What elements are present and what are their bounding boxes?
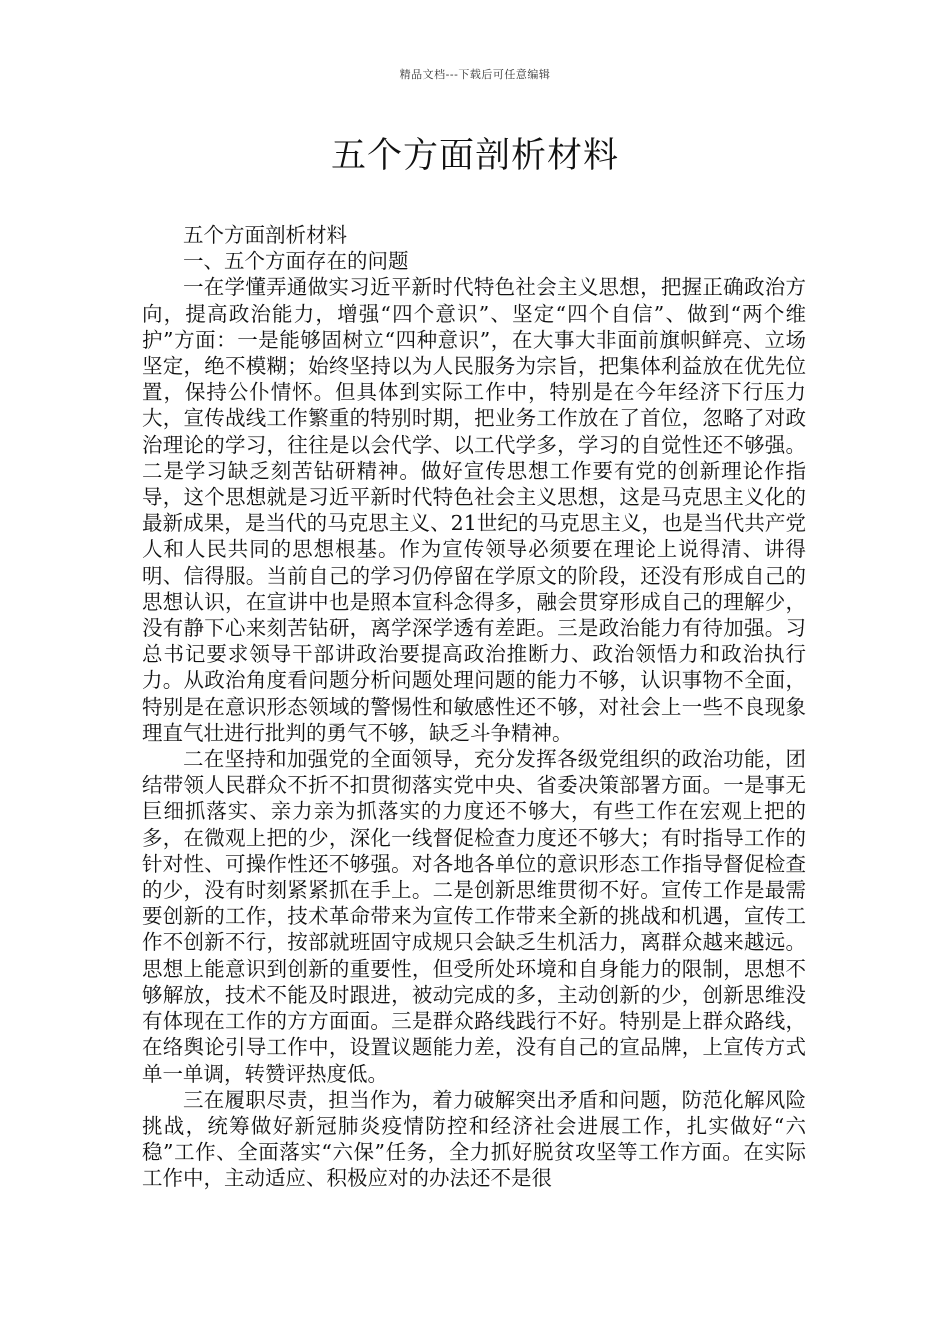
paragraph-subtitle: 五个方面剖析材料 xyxy=(183,223,347,247)
paragraph-point-two: 二在坚持和加强党的全面领导，充分发挥各级党组织的政治功能，团结带领人民群众不折不扣贯彻落实党中央、省委决策部署方面。一是事无巨细抓落实、亲力亲为抓落实的力度还不够大，有些工作在宏观上把的多，在微观上把的少，深化一线督促检查力度还不够大；有时指导工作的针对性、可操作性还不够强。对各地各单位的意识形态工作指导督促检查的少，没有时刻紧紧抓在手上。二是创新思维贯彻不好。宣传工作是最需要创新的工作，技术革命带来为宣传工作带来全新的挑战和机遇，宣传工作不创新不行，按部就班固守成规只会缺乏生机活力，离群众越来越远。思想上能意识到创新的重要性，但受所处环境和自身能力的限制，思想不够解放，技术不能及时跟进，被动完成的多，主动创新的少，创新思维没有体现在工作的方方面面。三是群众路线践行不好。特别是上群众路线，在络舆论引导工作中，设置议题能力差，没有自己的宣品牌，上宣传方式单一单调，转赞评热度低。 xyxy=(142,747,806,1086)
document-title: 五个方面剖析材料 xyxy=(330,136,619,176)
paragraph-point-one: 一在学懂弄通做实习近平新时代特色社会主义思想，把握正确政治方向，提高政治能力，增强“四个意识”、坚定“四个自信”、做到“两个维护”方面：一是能够固树立“四种意识”，在大事大非面前旗帜鲜亮、立场坚定，绝不模糊；始终坚持以为人民服务为宗旨，把集体利益放在优先位置，保持公仆情怀。但具体到实际工作中，特别是在今年经济下行压力大，宣传战线工作繁重的特别时期，把业务工作放在了首位，忽略了对政治理论的学习，往往是以会代学、以工代学多，学习的自觉性还不够强。二是学习缺乏刻苦钻研精神。做好宣传思想工作要有党的创新理论作指导，这个思想就是习近平新时代特色社会主义思想，这是马克思主义化的最新成果，是当代的马克思主义、21世纪的马克思主义，也是当代共产党人和人民共同的思想根基。作为宣传领导必须要在理论上说得清、讲得明、信得服。当前自己的学习仍停留在学原文的阶段，还没有形成自己的思想认识，在宣讲中也是照本宣科念得多，融会贯穿形成自己的理解少，没有静下心来刻苦钻研，离学深学透有差距。三是政治能力有待加强。习总书记要求领导干部讲政治要提高政治推断力、政治领悟力和政治执行力。从政治角度看问题分析问题处理问题的能力不够，认识事物不全面，特别是在意识形态领域的警惕性和敏感性还不够，对社会上一些不良现象理直气壮进行批判的勇气不够，缺乏斗争精神。 xyxy=(142,275,806,745)
paragraph-section-heading: 一、五个方面存在的问题 xyxy=(183,249,409,274)
document-body xyxy=(142,222,806,1192)
header-note: 精品文档---下载后可任意编辑 xyxy=(399,68,551,81)
paragraph-point-three: 三在履职尽责，担当作为，着力破解突出矛盾和问题，防范化解风险挑战，统筹做好新冠肺炎疫情防控和经济社会进展工作，扎实做好“六稳”工作、全面落实“六保”任务，全力抓好脱贫攻坚等工作方面。在实际工作中，主动适应、积极应对的办法还不是很 xyxy=(142,1087,806,1191)
